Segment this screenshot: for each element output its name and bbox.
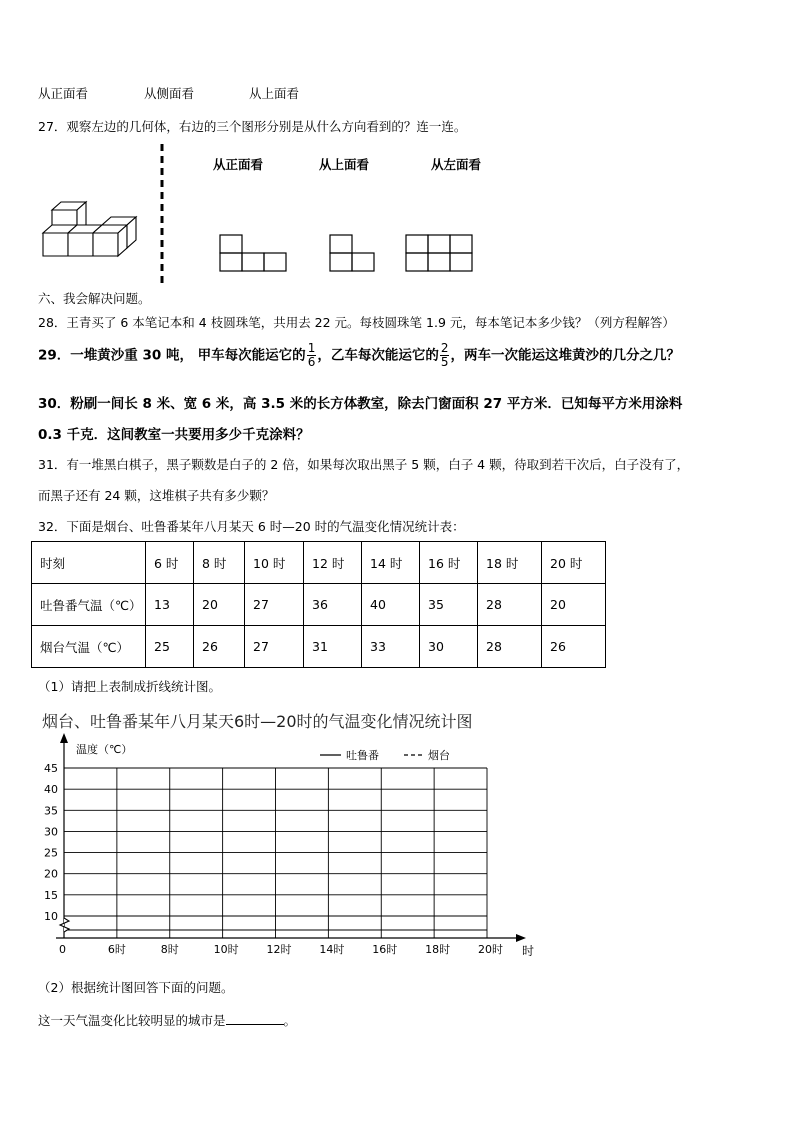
view-label-top: 从上面看 <box>319 157 370 172</box>
table-cell: 27 <box>245 626 304 668</box>
view-shape-3[interactable] <box>406 235 472 271</box>
q30-line1: 30．粉刷一间长 8 米、宽 6 米，高 3.5 米的长方体教室，除去门窗面积 27 平方米．已知每平方米用涂料 <box>38 396 683 412</box>
top-view-label-top: 从上面看 <box>249 86 300 101</box>
q32-question-text: 这一天气温变化比较明显的城市是 <box>38 1013 226 1028</box>
y-tick-label: 45 <box>44 762 58 775</box>
q27-figure <box>30 140 510 290</box>
x-tick-label: 20时 <box>478 943 503 956</box>
y-tick-label: 40 <box>44 783 58 797</box>
q29-part1: 29．一堆黄沙重 30 吨， 甲车每次能运它的 <box>38 347 306 364</box>
table-header-cell: 12 时 <box>304 542 362 584</box>
q31-line1: 31．有一堆黑白棋子，黑子颗数是白子的 2 倍，如果每次取出黑子 5 颗，白子 4 颗，待取到若干次后，白子没有了， <box>38 457 690 472</box>
q32-question <box>38 1011 296 1029</box>
y-tick-label: 25 <box>44 846 58 860</box>
q29-part2: ，乙车每次能运它的 <box>317 347 439 364</box>
fraction-two-fifths: $\frac{2}{5}$ <box>440 341 449 369</box>
table-header-cell: 10 时 <box>245 542 304 584</box>
table-cell: 26 <box>194 626 245 668</box>
y-axis-label: 温度（℃） <box>76 743 133 756</box>
q27-text: 27．观察左边的几何体，右边的三个图形分别是从什么方向看到的？连一连。 <box>38 119 467 134</box>
table-cell: 20 <box>194 584 245 626</box>
y-tick-label: 30 <box>44 825 58 839</box>
temperature-table <box>31 541 606 668</box>
q32-question-end: 。 <box>283 1013 297 1028</box>
legend-label-turpan: 吐鲁番 <box>346 749 379 762</box>
cube-solid-figure <box>43 202 136 256</box>
table-cell: 33 <box>362 626 420 668</box>
origin-label: 0 <box>59 943 66 956</box>
chart-title: 烟台、吐鲁番某年八月某天6时—20时的气温变化情况统计图 <box>42 712 473 731</box>
q29-part3: ，两车一次能运这堆黄沙的几分之几？ <box>450 347 680 364</box>
view-shape-2[interactable] <box>330 235 374 271</box>
q29-text <box>38 342 680 369</box>
table-cell: 27 <box>245 584 304 626</box>
view-label-front: 从正面看 <box>213 157 264 172</box>
y-axis-arrow <box>60 733 68 743</box>
x-tick-label: 14时 <box>319 943 345 956</box>
table-header-cell: 6 时 <box>146 542 194 584</box>
x-tick-label: 18时 <box>425 943 451 956</box>
answer-blank[interactable] <box>226 1012 284 1025</box>
table-cell: 30 <box>420 626 478 668</box>
x-axis-label: 时 <box>522 944 535 958</box>
temperature-line-chart[interactable] <box>28 705 548 965</box>
x-tick-label: 10时 <box>213 943 239 956</box>
legend-label-yantai: 烟台 <box>428 749 450 762</box>
y-tick-label: 20 <box>44 867 58 881</box>
table-header-cell: 16 时 <box>420 542 478 584</box>
table-cell: 36 <box>304 584 362 626</box>
table-cell: 13 <box>146 584 194 626</box>
table-row-turpan <box>32 584 606 626</box>
fraction-one-sixth: $\frac{1}{6}$ <box>307 341 316 369</box>
table-header-row <box>32 542 606 584</box>
q30-line2: 0.3 千克．这间教室一共要用多少千克涂料？ <box>38 427 310 443</box>
view-shape-1[interactable] <box>220 235 286 271</box>
table-row-yantai <box>32 626 606 668</box>
section-6-heading: 六、我会解决问题。 <box>38 291 151 306</box>
table-cell: 40 <box>362 584 420 626</box>
table-cell: 20 <box>542 584 606 626</box>
x-tick-label: 6时 <box>107 943 126 956</box>
view-label-left: 从左面看 <box>431 157 482 172</box>
table-cell: 烟台气温（℃） <box>32 626 146 668</box>
x-tick-label: 16时 <box>372 943 398 956</box>
x-tick-label: 12时 <box>266 943 292 956</box>
table-cell: 26 <box>542 626 606 668</box>
table-header-cell: 14 时 <box>362 542 420 584</box>
q31-line2: 而黑子还有 24 颗，这堆棋子共有多少颗？ <box>38 488 275 503</box>
table-cell: 31 <box>304 626 362 668</box>
q32-sub2: （2）根据统计图回答下面的问题。 <box>38 980 234 995</box>
y-tick-label: 15 <box>44 888 58 902</box>
q32-sub1: （1）请把上表制成折线统计图。 <box>38 679 221 694</box>
table-cell: 吐鲁番气温（℃） <box>32 584 146 626</box>
q32-intro: 32．下面是烟台、吐鲁番某年八月某天 6 时—20 时的气温变化情况统计表： <box>38 519 465 534</box>
table-header-cell: 时刻 <box>32 542 146 584</box>
x-axis-arrow <box>516 934 526 942</box>
top-view-label-side: 从侧面看 <box>144 86 195 101</box>
table-cell: 28 <box>478 626 542 668</box>
x-tick-label: 8时 <box>160 943 179 956</box>
table-cell: 35 <box>420 584 478 626</box>
table-cell: 28 <box>478 584 542 626</box>
y-tick-label: 35 <box>44 804 58 818</box>
table-cell: 25 <box>146 626 194 668</box>
table-header-cell: 18 时 <box>478 542 542 584</box>
q28-text: 28．王青买了 6 本笔记本和 4 枝圆珠笔，共用去 22 元。每枝圆珠笔 1.9 元，每本笔记本多少钱？（列方程解答） <box>38 315 675 330</box>
table-header-cell: 20 时 <box>542 542 606 584</box>
top-view-label-front: 从正面看 <box>38 86 89 101</box>
table-header-cell: 8 时 <box>194 542 245 584</box>
y-tick-label: 10 <box>44 910 58 923</box>
